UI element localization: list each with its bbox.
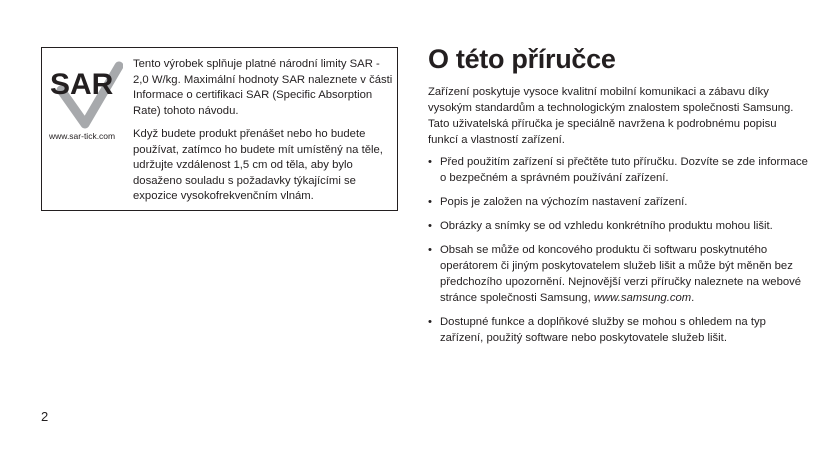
page-title: O této příručce <box>428 44 616 74</box>
sar-paragraph-distance: Když budete produkt přenášet nebo ho budete používat, zatímco ho budete mít umístěný na těle, udržujte vzdálenost 1,5 cm od těla, aby bylo dosaženo souladu s požadavky týkajícími se expozice vysokofrekvenčním vlnám. <box>133 128 383 202</box>
list-item <box>428 218 808 234</box>
samsung-website-link[interactable]: www.samsung.com <box>593 292 692 304</box>
list-item-text: Popis je založen na výchozím nastavení zařízení. <box>440 196 688 208</box>
list-item <box>428 242 808 306</box>
list-item <box>428 154 808 186</box>
sar-paragraph-limits: Tento výrobek splňuje platné národní limity SAR - 2,0 W/kg. Maximální hodnoty SAR naleznete v části Informace o certifikaci SAR (Specific Absorption Rate) tohoto návodu. <box>133 58 393 117</box>
sar-tick-logo <box>49 60 123 130</box>
bullet-icon: • <box>428 196 432 208</box>
list-item-text: Obrázky a snímky se od vzhledu konkrétního produktu mohou lišit. <box>440 220 773 232</box>
list-item-text: Obsah se může od koncového produktu či softwaru poskytnutého operátorem či jiným poskytovatelem služeb lišit a může být měněn bez předchozího upozornění. Nejnovější verzi příručky naleznete na webové stránce společnosti Samsung, <box>440 244 802 304</box>
sar-url: www.sar-tick.com <box>49 131 116 141</box>
bullet-icon: • <box>428 220 432 232</box>
bullet-icon: • <box>428 316 432 328</box>
sar-info-box <box>41 47 398 211</box>
guide-notes-list <box>428 154 808 354</box>
list-item <box>428 194 808 210</box>
intro-paragraph: Zařízení poskytuje vysoce kvalitní mobilní komunikaci a zábavu díky vysokým standardům a technologickým znalostem společnosti Samsung. Tato uživatelská příručka je speciálně navržena k podrobnému popisu funkcí a vlastností zařízení. <box>428 86 794 146</box>
page-number: 2 <box>41 409 49 424</box>
list-item-text: Před použitím zařízení si přečtěte tuto příručku. Dozvíte se zde informace o bezpečném a správném používání zařízení. <box>440 156 808 184</box>
website-suffix: . <box>691 292 695 304</box>
list-item-text: Dostupné funkce a doplňkové služby se mohou s ohledem na typ zařízení, použitý software nebo poskytovatele služeb lišit. <box>440 316 766 344</box>
bullet-icon: • <box>428 156 432 168</box>
sar-logo-text: SAR <box>50 68 114 101</box>
list-item <box>428 314 808 346</box>
bullet-icon: • <box>428 244 432 256</box>
